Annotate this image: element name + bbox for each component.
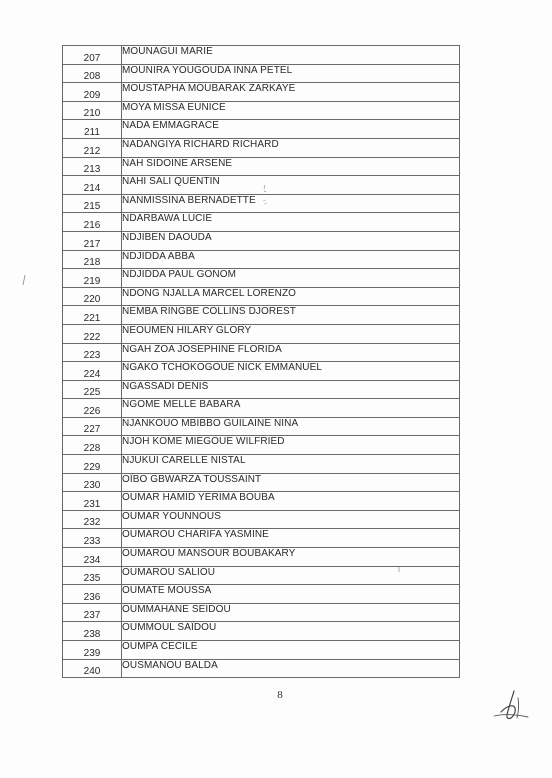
roster-table <box>62 45 460 678</box>
row-number: 228 <box>63 436 122 455</box>
row-name: NGAH ZOA JOSEPHINE FLORIDA <box>122 343 460 362</box>
row-name: NDJIDDA ABBA <box>122 250 460 269</box>
row-name: NAHI SALI QUENTIN <box>122 176 460 195</box>
row-name: NDJIBEN DAOUDA <box>122 231 460 250</box>
row-name: NJANKOUO MBIBBO GUILAINE NINA <box>122 417 460 436</box>
row-number: 216 <box>63 213 122 232</box>
table-row <box>63 529 460 548</box>
row-name: OUMAR YOUNNOUS <box>122 510 460 529</box>
table-row <box>63 306 460 325</box>
row-name: NDARBAWA LUCIE <box>122 213 460 232</box>
margin-mark <box>20 274 28 286</box>
signature-initials <box>492 688 532 724</box>
row-name: MOYA MISSA EUNICE <box>122 101 460 120</box>
table-row <box>63 380 460 399</box>
row-name: OUMAROU MANSOUR BOUBAKARY <box>122 548 460 567</box>
row-name: MOUSTAPHA MOUBARAK ZARKAYE <box>122 83 460 102</box>
roster-body <box>63 46 460 678</box>
row-name: OUMAROU CHARIFA YASMINE <box>122 529 460 548</box>
row-number: 226 <box>63 399 122 418</box>
row-name: OUMAROU SALIOU <box>122 566 460 585</box>
row-number: 207 <box>63 46 122 65</box>
row-name: NGASSADI DENIS <box>122 380 460 399</box>
row-number: 236 <box>63 585 122 604</box>
row-number: 223 <box>63 343 122 362</box>
table-row <box>63 324 460 343</box>
scan-speck <box>262 198 268 208</box>
table-row <box>63 436 460 455</box>
row-number: 211 <box>63 120 122 139</box>
row-number: 218 <box>63 250 122 269</box>
row-number: 208 <box>63 64 122 83</box>
row-name: OÏBO GBWARZA TOUSSAINT <box>122 473 460 492</box>
row-number: 212 <box>63 138 122 157</box>
table-row <box>63 157 460 176</box>
table-row <box>63 101 460 120</box>
row-name: NJOH KOME MIEGOUE WILFRIED <box>122 436 460 455</box>
row-number: 237 <box>63 603 122 622</box>
row-number: 239 <box>63 641 122 660</box>
row-number: 235 <box>63 566 122 585</box>
row-name: NGOME MELLE BABARA <box>122 399 460 418</box>
scan-speck <box>262 184 268 194</box>
table-row <box>63 120 460 139</box>
page-number: 8 <box>277 689 283 701</box>
table-row <box>63 641 460 660</box>
table-row <box>63 473 460 492</box>
row-name: NADANGIYA RICHARD RICHARD <box>122 138 460 157</box>
table-row <box>63 417 460 436</box>
row-name: OUSMANOU BALDA <box>122 659 460 678</box>
table-row <box>63 231 460 250</box>
table-row <box>63 343 460 362</box>
table-row <box>63 548 460 567</box>
table-row <box>63 138 460 157</box>
table-row <box>63 622 460 641</box>
row-name: MOUNAGUI MARIE <box>122 46 460 65</box>
row-number: 238 <box>63 622 122 641</box>
row-name: OUMATE MOUSSA <box>122 585 460 604</box>
table-row <box>63 176 460 195</box>
row-number: 217 <box>63 231 122 250</box>
table-row <box>63 659 460 678</box>
table-row <box>63 455 460 474</box>
table-row <box>63 250 460 269</box>
table-row <box>63 194 460 213</box>
row-name: NAH SIDOINE ARSENE <box>122 157 460 176</box>
table-row <box>63 603 460 622</box>
row-number: 229 <box>63 455 122 474</box>
row-name: NEOUMEN HILARY GLORY <box>122 324 460 343</box>
row-number: 234 <box>63 548 122 567</box>
table-row <box>63 46 460 65</box>
row-number: 221 <box>63 306 122 325</box>
row-number: 233 <box>63 529 122 548</box>
row-number: 210 <box>63 101 122 120</box>
row-number: 220 <box>63 287 122 306</box>
row-number: 230 <box>63 473 122 492</box>
row-name: OUMPA CECILE <box>122 641 460 660</box>
row-number: 219 <box>63 269 122 288</box>
row-number: 222 <box>63 324 122 343</box>
row-number: 225 <box>63 380 122 399</box>
row-name: OUMMAHANE SEIDOU <box>122 603 460 622</box>
row-name: NDJIDDA PAUL GONOM <box>122 269 460 288</box>
row-number: 224 <box>63 362 122 381</box>
table-row <box>63 287 460 306</box>
table-row <box>63 585 460 604</box>
row-name: NANMISSINA BERNADETTE <box>122 194 460 213</box>
row-name: OUMMOUL SAÏDOU <box>122 622 460 641</box>
row-name: MOUNIRA YOUGOUDA INNA PETEL <box>122 64 460 83</box>
scan-speck <box>396 566 402 576</box>
table-row <box>63 510 460 529</box>
table-row <box>63 213 460 232</box>
row-number: 214 <box>63 176 122 195</box>
row-number: 209 <box>63 83 122 102</box>
row-name: NGAKO TCHOKOGOUE NICK EMMANUEL <box>122 362 460 381</box>
table-row <box>63 64 460 83</box>
row-name: NDONG NJALLA MARCEL LORENZO <box>122 287 460 306</box>
row-name: NADA EMMAGRACE <box>122 120 460 139</box>
row-name: NJUKUI CARELLE NISTAL <box>122 455 460 474</box>
row-number: 232 <box>63 510 122 529</box>
row-number: 227 <box>63 417 122 436</box>
table-row <box>63 269 460 288</box>
table-row <box>63 362 460 381</box>
row-number: 231 <box>63 492 122 511</box>
table-row <box>63 399 460 418</box>
row-name: NEMBA RINGBE COLLINS DJOREST <box>122 306 460 325</box>
row-name: OUMAR HAMID YERIMA BOUBA <box>122 492 460 511</box>
row-number: 215 <box>63 194 122 213</box>
row-number: 213 <box>63 157 122 176</box>
table-row <box>63 83 460 102</box>
table-row <box>63 492 460 511</box>
row-number: 240 <box>63 659 122 678</box>
